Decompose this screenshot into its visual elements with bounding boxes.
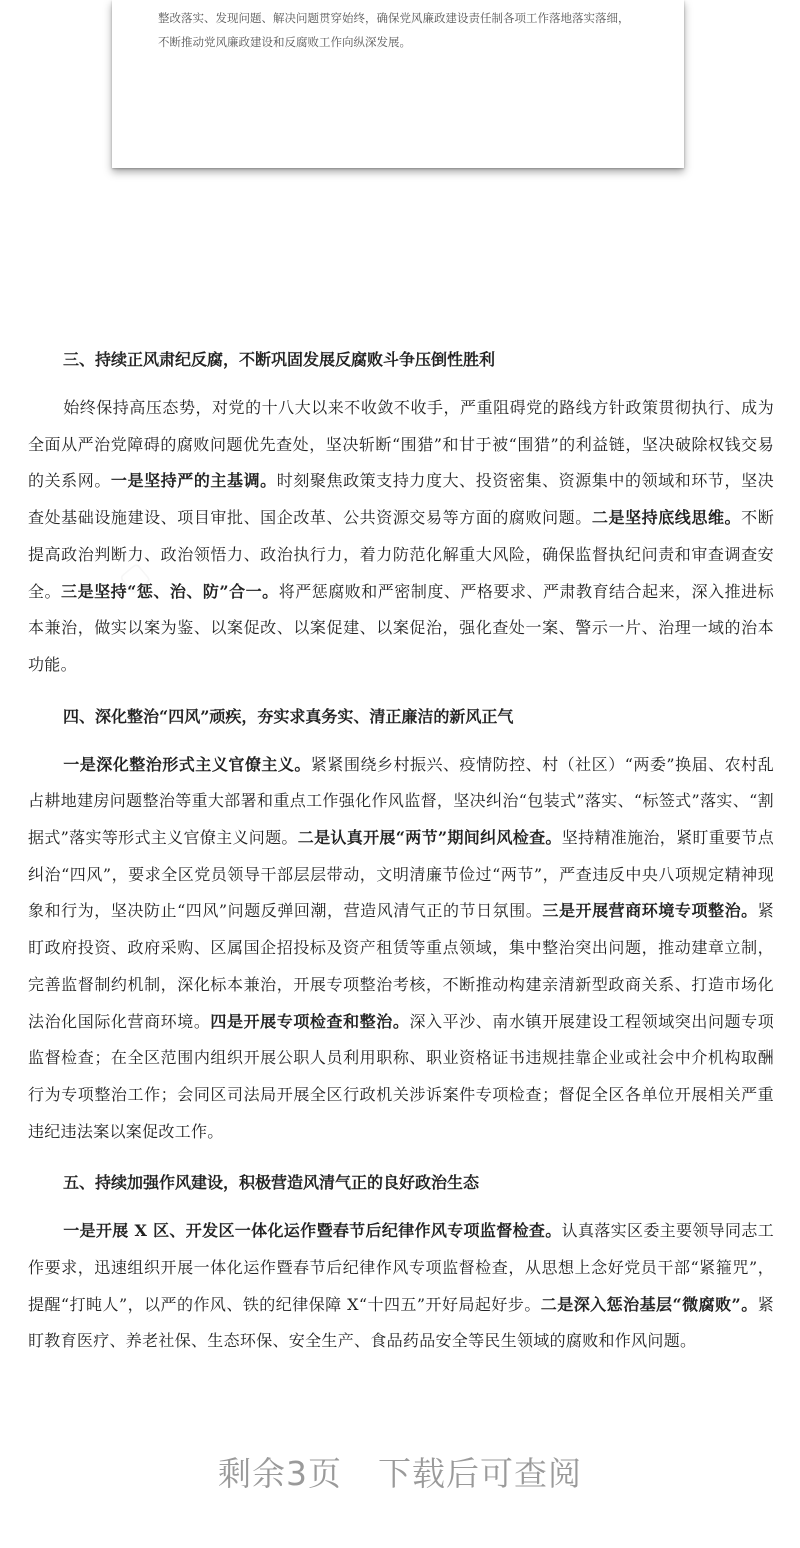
remaining-pages-banner[interactable] (0, 1448, 800, 1495)
text-run: 坚持精准施治，紧盯重要节点纠治“四风”，要求全区党员领导干部层层带动，文明清廉节俭过“两节”，严查违反中央八项规定精神现象和行为，坚决防止“四风”问题反弹回潮，营造风清气正的节日氛围。 (28, 828, 775, 921)
bold-run: 一是坚持严的主基调。 (110, 471, 277, 491)
bold-run: 一是开展 X 区、开发区一体化运作暨春节后纪律作风专项监督检查。 (63, 1221, 562, 1241)
text-run: 将严惩腐败和严密制度、严格要求、严肃教育结合起来，深入推进标本兼治，做实以案为鉴、以案促改、以案促建、以案促治，强化查处一案、警示一片、治理一域的治本功能。 (28, 581, 774, 674)
text-run: 紧盯政府投资、政府采购、区属国企招投标及资产租赁等重点领域，集中整治突出问题，推动建章立制，完善监督制约机制，深化标本兼治，开展专项整治考核，不断推动构建亲清新型政商关系、打造市场化法治化国际化营商环境。 (28, 901, 775, 1031)
download-to-view-text: 下载后可查阅 (378, 1454, 582, 1493)
section-3-paragraph (28, 390, 774, 684)
section-heading-5: 五、持续加强作风建设，积极营造风清气正的良好政治生态 (63, 1173, 480, 1193)
bold-run: 二是认真开展“两节”期间纠风检查。 (297, 828, 562, 848)
preview-page-text (158, 6, 658, 54)
text-run: 深入平沙、南水镇开展建设工程领域突出问题专项监督检查；在全区范围内组织开展公职人员利用职称、职业资格证书违规挂靠企业或社会中介机构取酬行为专项整治工作；会同区司法局开展全区行政机关涉诉案件专项检查；督促全区各单位开展相关严重违纪违法案以案促改工作。 (28, 1011, 774, 1141)
text-run: 紧紧围绕乡村振兴、疫情防控、村（社区）“两委”换届、农村乱占耕地建房问题整治等重大部署和重点工作强化作风监督，坚决纠治“包装式”落实、“标签式”落实、“割据式”落实等形式主义官僚主义问题。 (28, 754, 774, 848)
preview-page-card (112, 0, 684, 168)
section-4-paragraph (28, 747, 774, 1151)
preview-line: 整改落实、发现问题、解决问题贯穿始终，确保党风廉政建设责任制各项工作落地落实落细， (158, 11, 630, 25)
bold-run: 三是坚持“惩、治、防”合一。 (61, 581, 279, 601)
bold-run: 三是开展营商环境专项整治。 (542, 901, 758, 921)
bold-run: 二是深入惩治基层“微腐败”。 (540, 1294, 758, 1314)
document-body (28, 342, 774, 1360)
text-run: 不断提高政治判断力、政治领悟力、政治执行力，着力防范化解重大风险，确保监督执纪问责和审查调查安全。 (28, 508, 775, 601)
text-run: 紧盯教育医疗、养老社保、生态环保、安全生产、食品药品安全等民生领域的腐败和作风问题。 (28, 1294, 774, 1351)
preview-line: 不断推动党风廉政建设和反腐败工作向纵深发展。 (158, 35, 411, 49)
section-heading-3: 三、持续正风肃纪反腐，不断巩固发展反腐败斗争压倒性胜利 (63, 350, 496, 369)
bold-run: 四是开展专项检查和整治。 (210, 1011, 410, 1031)
bold-run: 一是深化整治形式主义官僚主义。 (63, 754, 311, 774)
section-5-paragraph (28, 1213, 774, 1360)
text-run: 始终保持高压态势，对党的十八大以来不收敛不收手，严重阻碍党的路线方针政策贯彻执行、成为全面从严治党障碍的腐败问题优先查处，坚决斩断“围猎”和甘于被“围猎”的利益链，坚决破除权钱交易的关系网。 (28, 398, 774, 491)
bold-run: 二是坚持底线思维。 (591, 508, 742, 528)
text-run: 时刻聚焦政策支持力度大、投资密集、资源集中的领域和环节，坚决查处基础设施建设、项目审批、国企改革、公共资源交易等方面的腐败问题。 (28, 471, 774, 528)
text-run: 认真落实区委主要领导同志工作要求，迅速组织开展一体化运作暨春节后纪律作风专项监督检查，从思想上念好党员干部“紧箍咒”，提醒“打盹人”，以严的作风、铁的纪律保障 X“十四五”开好局起好步。 (28, 1221, 774, 1314)
section-heading-4: 四、深化整治“四风”顽疾，夯实求真务实、清正廉洁的新风正气 (63, 706, 514, 726)
remaining-pages-text: 剩余3页 (218, 1454, 342, 1493)
